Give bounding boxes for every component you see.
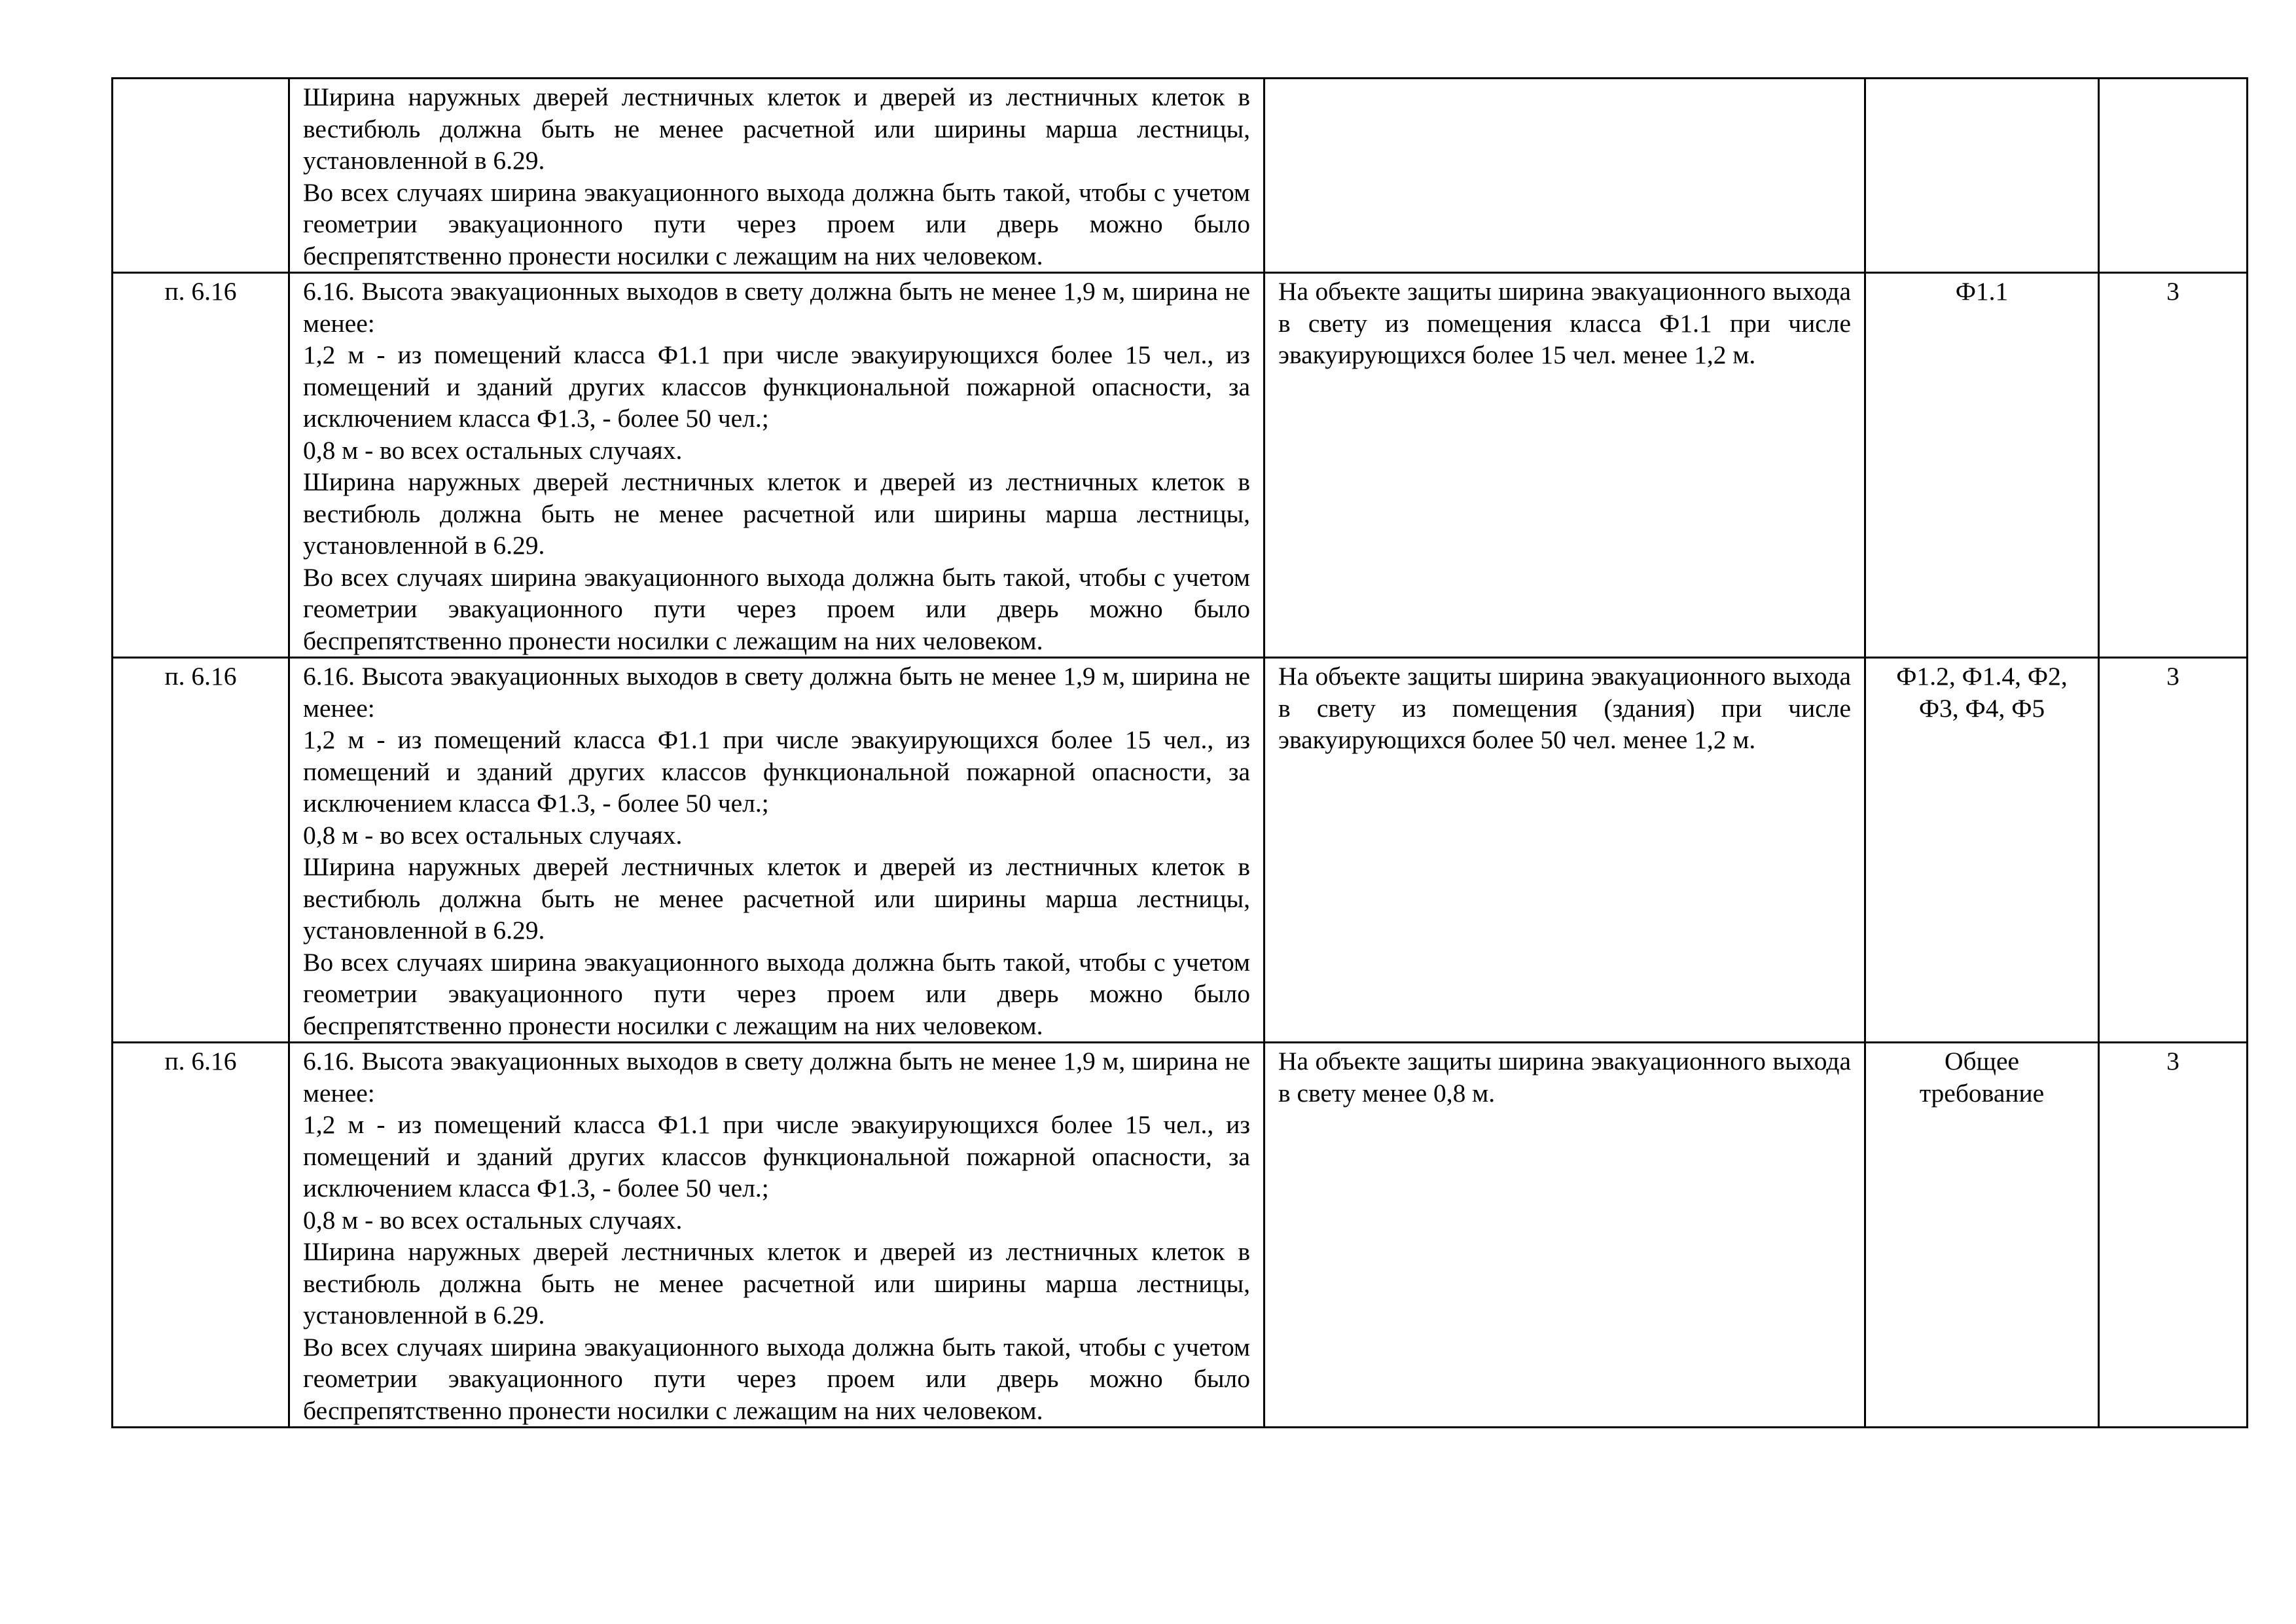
- requirement-paragraph: Во всех случаях ширина эвакуационного выхода должна быть такой, чтобы с учетом геометрии эвакуационного пути через проем или дверь можно было беспрепятственно пронести носилки с лежащим на них человеком.: [303, 177, 1250, 270]
- cell-category: 3: [2099, 1043, 2248, 1428]
- violation-text: На объекте защиты ширина эвакуационного выхода в свету менее 0,8 м.: [1278, 1047, 1851, 1108]
- table-row: [113, 79, 2248, 273]
- requirement-paragraph: Ширина наружных дверей лестничных клеток и дверей из лестничных клеток в вестибюль должна быть не менее расчетной или ширины марша лестницы, установленной в 6.29.: [303, 467, 1250, 560]
- cell-category: [2099, 79, 2248, 273]
- functional-class-line: требование: [1919, 1078, 2045, 1108]
- cell-functional-class: [1865, 658, 2099, 1043]
- cell-category: 3: [2099, 273, 2248, 658]
- cell-violation: [1265, 273, 1865, 658]
- cell-reference: [113, 79, 289, 273]
- cell-reference: п. 6.16: [113, 1043, 289, 1428]
- requirement-paragraph: Ширина наружных дверей лестничных клеток и дверей из лестничных клеток в вестибюль должна быть не менее расчетной или ширины марша лестницы, установленной в 6.29.: [303, 852, 1250, 945]
- cell-violation: [1265, 79, 1865, 273]
- functional-class-line: Общее: [1944, 1047, 2020, 1075]
- cell-violation: [1265, 658, 1865, 1043]
- requirement-paragraph: 6.16. Высота эвакуационных выходов в свету должна быть не менее 1,9 м, ширина не менее:: [303, 662, 1250, 723]
- requirement-paragraph: 1,2 м - из помещений класса Ф1.1 при числе эвакуирующихся более 15 чел., из помещений и зданий других классов функциональной пожарной опасности, за исключением класса Ф1.3, - более 50 чел.;: [303, 1110, 1250, 1202]
- requirement-paragraph: 0,8 м - во всех остальных случаях.: [303, 820, 683, 850]
- cell-violation: [1265, 1043, 1865, 1428]
- functional-class-line: Ф1.1: [1955, 277, 2009, 306]
- cell-category: 3: [2099, 658, 2248, 1043]
- table-body: [113, 79, 2248, 1428]
- requirement-paragraph: 6.16. Высота эвакуационных выходов в свету должна быть не менее 1,9 м, ширина не менее:: [303, 277, 1250, 338]
- requirement-paragraph: 0,8 м - во всех остальных случаях.: [303, 435, 683, 465]
- functional-class-line: Ф3, Ф4, Ф5: [1918, 693, 2045, 723]
- requirement-paragraph: Ширина наружных дверей лестничных клеток и дверей из лестничных клеток в вестибюль должна быть не менее расчетной или ширины марша лестницы, установленной в 6.29.: [303, 1237, 1250, 1329]
- cell-reference: п. 6.16: [113, 273, 289, 658]
- requirement-paragraph: 6.16. Высота эвакуационных выходов в свету должна быть не менее 1,9 м, ширина не менее:: [303, 1047, 1250, 1108]
- requirement-paragraph: Во всех случаях ширина эвакуационного выхода должна быть такой, чтобы с учетом геометрии эвакуационного пути через проем или дверь можно было беспрепятственно пронести носилки с лежащим на них человеком.: [303, 947, 1250, 1040]
- cell-functional-class: [1865, 1043, 2099, 1428]
- requirements-table: [111, 77, 2248, 1428]
- table-row: [113, 658, 2248, 1043]
- requirement-paragraph: 0,8 м - во всех остальных случаях.: [303, 1205, 683, 1235]
- table-row: [113, 273, 2248, 658]
- cell-requirement: [289, 658, 1265, 1043]
- cell-functional-class: [1865, 79, 2099, 273]
- cell-functional-class: [1865, 273, 2099, 658]
- violation-text: На объекте защиты ширина эвакуационного выхода в свету из помещения класса Ф1.1 при числе эвакуирующихся более 15 чел. менее 1,2 м.: [1278, 277, 1851, 369]
- requirement-paragraph: 1,2 м - из помещений класса Ф1.1 при числе эвакуирующихся более 15 чел., из помещений и зданий других классов функциональной пожарной опасности, за исключением класса Ф1.3, - более 50 чел.;: [303, 340, 1250, 433]
- cell-requirement: [289, 79, 1265, 273]
- requirement-paragraph: Во всех случаях ширина эвакуационного выхода должна быть такой, чтобы с учетом геометрии эвакуационного пути через проем или дверь можно было беспрепятственно пронести носилки с лежащим на них человеком.: [303, 562, 1250, 655]
- violation-text: На объекте защиты ширина эвакуационного выхода в свету из помещения (здания) при числе эвакуирующихся более 50 чел. менее 1,2 м.: [1278, 662, 1851, 754]
- requirement-paragraph: Во всех случаях ширина эвакуационного выхода должна быть такой, чтобы с учетом геометрии эвакуационного пути через проем или дверь можно было беспрепятственно пронести носилки с лежащим на них человеком.: [303, 1332, 1250, 1425]
- cell-reference: п. 6.16: [113, 658, 289, 1043]
- cell-requirement: [289, 1043, 1265, 1428]
- table-row: [113, 1043, 2248, 1428]
- requirement-paragraph: 1,2 м - из помещений класса Ф1.1 при числе эвакуирующихся более 15 чел., из помещений и зданий других классов функциональной пожарной опасности, за исключением класса Ф1.3, - более 50 чел.;: [303, 725, 1250, 818]
- functional-class-line: Ф1.2, Ф1.4, Ф2,: [1896, 662, 2068, 691]
- requirement-paragraph: Ширина наружных дверей лестничных клеток и дверей из лестничных клеток в вестибюль должна быть не менее расчетной или ширины марша лестницы, установленной в 6.29.: [303, 82, 1250, 175]
- cell-requirement: [289, 273, 1265, 658]
